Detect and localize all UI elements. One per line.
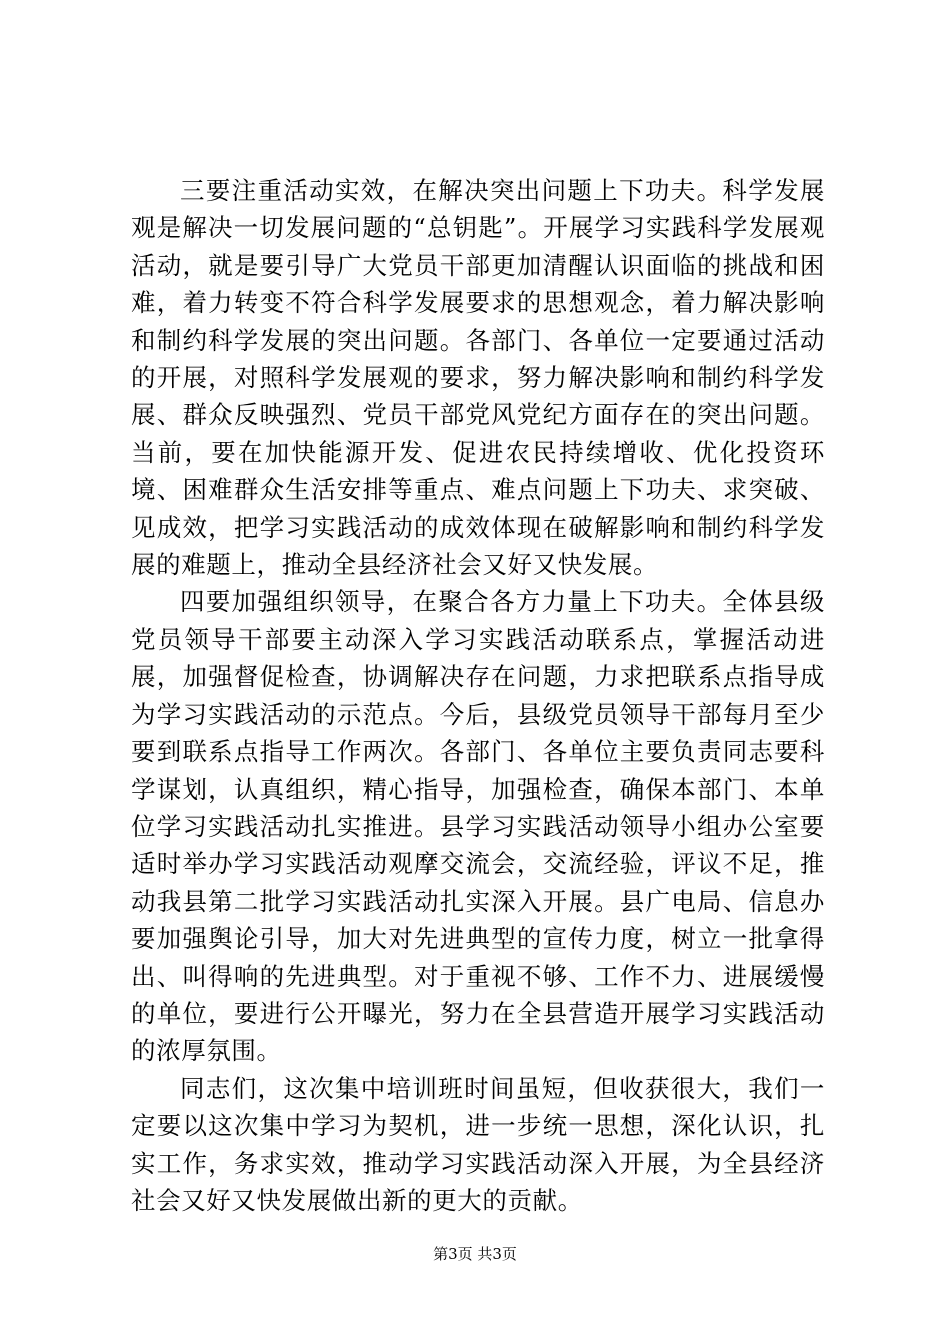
paragraph-closing-remarks: 同志们，这次集中培训班时间虽短，但收获很大，我们一定要以这次集中学习为契机，进一步统一思想，深化认识，扎实工作，务求实效，推动学习实践活动深入开展，为全县经济社会又好又快发展做出新的更大的贡献。: [131, 1073, 825, 1215]
document-body: [131, 172, 825, 1219]
paragraph-third-requirement: 三要注重活动实效，在解决突出问题上下功夫。科学发展观是解决一切发展问题的“总钥匙”。开展学习实践科学发展观活动，就是要引导广大党员干部更加清醒认识面临的挑战和困难，着力转变不符合科学发展要求的思想观念，着力解决影响和制约科学发展的突出问题。各部门、各单位一定要通过活动的开展，对照科学发展观的要求，努力解决影响和制约科学发展、群众反映强烈、党员干部党风党纪方面存在的突出问题。当前，要在加快能源开发、促进农民持续增收、优化投资环境、困难群众生活安排等重点、难点问题上下功夫、求突破、见成效，把学习实践活动的成效体现在破解影响和制约科学发展的难题上，推动全县经济社会又好又快发展。: [131, 176, 825, 580]
page-number-footer: 第3页 共3页: [433, 1245, 517, 1263]
paragraph-fourth-requirement: 四要加强组织领导，在聚合各方力量上下功夫。全体县级党员领导干部要主动深入学习实践活动联系点，掌握活动进展，加强督促检查，协调解决存在问题，力求把联系点指导成为学习实践活动的示范点。今后，县级党员领导干部每月至少要到联系点指导工作两次。各部门、各单位主要负责同志要科学谋划，认真组织，精心指导，加强检查，确保本部门、本单位学习实践活动扎实推进。县学习实践活动领导小组办公室要适时举办学习实践活动观摩交流会，交流经验，评议不足，推动我县第二批学习实践活动扎实深入开展。县广电局、信息办要加强舆论引导，加大对先进典型的宣传力度，树立一批拿得出、叫得响的先进典型。对于重视不够、工作不力、进展缓慢的单位，要进行公开曝光，努力在全县营造开展学习实践活动的浓厚氛围。: [131, 587, 825, 1066]
